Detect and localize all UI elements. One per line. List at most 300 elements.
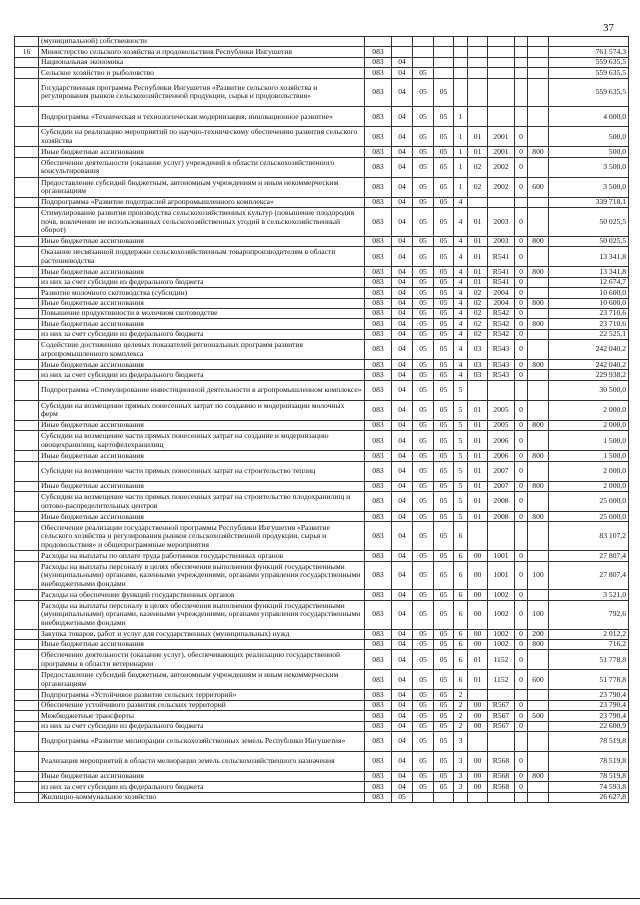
row-sum: 23 710,6: [549, 308, 629, 318]
code-section: 04: [392, 522, 413, 551]
code-ministry: 083: [365, 47, 392, 57]
code-expense-type: [528, 590, 549, 600]
row-number: [15, 308, 39, 318]
code-expense-type: [528, 522, 549, 551]
code-subprogram: 1: [454, 177, 468, 197]
row-sum: 13 341,8: [549, 247, 629, 267]
code-main-event: 03: [468, 370, 488, 380]
row-sum: 23 790,4: [549, 700, 629, 710]
code-expense-type: [528, 68, 549, 78]
code-section: [392, 37, 413, 47]
code-direction: R568: [488, 771, 515, 781]
code-main-event: 01: [468, 431, 488, 451]
code-subprogram: 6: [454, 650, 468, 670]
table-row: [15, 721, 629, 731]
code-direction: R541: [488, 247, 515, 267]
code-subsection: 05: [413, 551, 434, 561]
code-expense-type: 800: [528, 420, 549, 430]
code-section: 04: [392, 277, 413, 287]
code-subsection: 05: [413, 782, 434, 792]
row-sum: 559 635,5: [549, 68, 629, 78]
code-program: 05: [434, 639, 454, 649]
code-expense-type: [528, 721, 549, 731]
row-number: [15, 107, 39, 127]
table-row: [15, 792, 629, 802]
code-subsection: 05: [413, 329, 434, 339]
code-main-event: [468, 522, 488, 551]
row-sum: 83 107,2: [549, 522, 629, 551]
code-subprogram: 5: [454, 492, 468, 512]
code-extra: 0: [515, 319, 528, 329]
code-subsection: 05: [413, 360, 434, 370]
code-direction: R567: [488, 700, 515, 710]
code-section: 04: [392, 370, 413, 380]
code-main-event: 00: [468, 771, 488, 781]
row-number: [15, 461, 39, 481]
code-subprogram: 4: [454, 247, 468, 267]
code-expense-type: [528, 288, 549, 298]
table-row: [15, 197, 629, 207]
row-sum: 27 807,4: [549, 561, 629, 590]
row-name: Национальная экономика: [39, 57, 365, 67]
code-main-event: 01: [468, 650, 488, 670]
code-subprogram: [454, 57, 468, 67]
code-subprogram: 1: [454, 147, 468, 157]
code-program: 05: [434, 329, 454, 339]
code-program: 05: [434, 380, 454, 400]
code-subprogram: 1: [454, 107, 468, 127]
code-extra: 0: [515, 700, 528, 710]
code-ministry: 083: [365, 107, 392, 127]
code-subsection: 05: [413, 308, 434, 318]
code-ministry: 083: [365, 561, 392, 590]
code-section: 04: [392, 551, 413, 561]
code-ministry: 083: [365, 380, 392, 400]
code-subsection: 05: [413, 319, 434, 329]
code-extra: 0: [515, 711, 528, 721]
code-main-event: 01: [468, 400, 488, 420]
code-main-event: 01: [468, 451, 488, 461]
row-number: [15, 340, 39, 360]
code-main-event: 00: [468, 590, 488, 600]
row-name: Обеспечение реализации государственной программы Республики Ингушетия «Развитие сельского хозяйства и регулирования рынков сельскохозяйственной продукции, сырья и продовольствия» и общепрограммные мероприятия: [39, 522, 365, 551]
code-extra: 0: [515, 400, 528, 420]
code-subprogram: 4: [454, 319, 468, 329]
row-sum: 2 000,0: [549, 481, 629, 491]
code-direction: 2008: [488, 492, 515, 512]
table-row: [15, 57, 629, 67]
row-number: [15, 360, 39, 370]
row-name: Субсидии на возмещение части прямых понесенных затрат на создание и модернизацию овощехранилищ, картофелехранилищ: [39, 431, 365, 451]
code-main-event: 00: [468, 639, 488, 649]
code-direction: 2001: [488, 147, 515, 157]
row-number: [15, 319, 39, 329]
code-section: 04: [392, 451, 413, 461]
code-subprogram: 6: [454, 590, 468, 600]
code-section: 04: [392, 731, 413, 751]
code-extra: 0: [515, 308, 528, 318]
code-program: [434, 68, 454, 78]
code-ministry: 083: [365, 247, 392, 267]
code-program: 05: [434, 247, 454, 267]
code-subsection: 05: [413, 277, 434, 287]
code-section: 04: [392, 492, 413, 512]
table-row: [15, 47, 629, 57]
code-program: 05: [434, 751, 454, 771]
code-direction: [488, 107, 515, 127]
code-direction: [488, 57, 515, 67]
code-program: 05: [434, 551, 454, 561]
code-subprogram: 6: [454, 522, 468, 551]
row-number: [15, 711, 39, 721]
code-program: 05: [434, 431, 454, 451]
code-ministry: 083: [365, 512, 392, 522]
budget-table: [14, 36, 629, 803]
code-main-event: 00: [468, 711, 488, 721]
code-main-event: 03: [468, 360, 488, 370]
code-subprogram: 4: [454, 288, 468, 298]
code-section: 04: [392, 751, 413, 771]
row-number: [15, 731, 39, 751]
row-name: Иные бюджетные ассигнования: [39, 420, 365, 430]
code-direction: R543: [488, 370, 515, 380]
code-section: 04: [392, 68, 413, 78]
code-ministry: 083: [365, 319, 392, 329]
code-subprogram: 3: [454, 731, 468, 751]
table-row: [15, 771, 629, 781]
code-extra: 0: [515, 481, 528, 491]
code-direction: 2002: [488, 177, 515, 197]
code-expense-type: 800: [528, 298, 549, 308]
code-section: 04: [392, 157, 413, 177]
row-sum: 74 593,8: [549, 782, 629, 792]
row-number: [15, 380, 39, 400]
code-expense-type: [528, 431, 549, 451]
row-number: [15, 650, 39, 670]
table-row: [15, 329, 629, 339]
code-extra: 0: [515, 629, 528, 639]
code-main-event: [468, 57, 488, 67]
code-expense-type: 100: [528, 561, 549, 590]
code-section: 04: [392, 298, 413, 308]
code-subsection: 05: [413, 400, 434, 420]
row-name: (муниципальной) собственности: [39, 37, 365, 47]
table-row: [15, 298, 629, 308]
code-section: 04: [392, 590, 413, 600]
code-ministry: 083: [365, 267, 392, 277]
code-main-event: [468, 792, 488, 802]
code-subprogram: 2: [454, 700, 468, 710]
code-section: 04: [392, 700, 413, 710]
row-name: Подпрограмма «Стимулирование инвестиционной деятельности в агропромышленном комплексе»: [39, 380, 365, 400]
code-section: 04: [392, 208, 413, 237]
row-name: Иные бюджетные ассигнования: [39, 639, 365, 649]
row-number: [15, 277, 39, 287]
code-subsection: 05: [413, 236, 434, 246]
code-section: 04: [392, 771, 413, 781]
code-direction: 2004: [488, 288, 515, 298]
bottom-rule: [0, 898, 640, 899]
code-program: 05: [434, 360, 454, 370]
row-sum: 78 519,8: [549, 731, 629, 751]
code-ministry: 083: [365, 57, 392, 67]
code-subsection: 05: [413, 561, 434, 590]
code-subsection: [413, 792, 434, 802]
table-row: [15, 481, 629, 491]
code-subsection: [413, 37, 434, 47]
table-row: [15, 522, 629, 551]
row-name: Подпрограмма «Устойчивое развитие сельских территорий»: [39, 690, 365, 700]
code-program: 05: [434, 721, 454, 731]
code-extra: 0: [515, 492, 528, 512]
row-number: [15, 512, 39, 522]
code-program: 05: [434, 522, 454, 551]
code-subsection: 05: [413, 288, 434, 298]
code-expense-type: [528, 492, 549, 512]
code-expense-type: 800: [528, 267, 549, 277]
code-program: 05: [434, 197, 454, 207]
table-row: [15, 782, 629, 792]
code-direction: [488, 37, 515, 47]
table-row: [15, 551, 629, 561]
code-direction: [488, 78, 515, 107]
code-extra: 0: [515, 236, 528, 246]
row-sum: 3 500,0: [549, 177, 629, 197]
code-program: 05: [434, 236, 454, 246]
row-sum: 50 025,5: [549, 208, 629, 237]
code-subsection: 05: [413, 431, 434, 451]
row-name: Предоставление субсидий бюджетным, автономным учреждениям и иным некоммерческим организациям: [39, 177, 365, 197]
code-subsection: 05: [413, 629, 434, 639]
table-row: [15, 639, 629, 649]
code-subsection: [413, 57, 434, 67]
code-program: 05: [434, 771, 454, 781]
code-program: 05: [434, 420, 454, 430]
code-direction: 2002: [488, 157, 515, 177]
code-direction: 2006: [488, 431, 515, 451]
code-ministry: 083: [365, 340, 392, 360]
row-name: Иные бюджетные ассигнования: [39, 267, 365, 277]
code-main-event: [468, 47, 488, 57]
code-direction: R543: [488, 340, 515, 360]
code-ministry: 083: [365, 236, 392, 246]
row-name: Иные бюджетные ассигнования: [39, 481, 365, 491]
code-direction: [488, 522, 515, 551]
code-section: 04: [392, 690, 413, 700]
code-subprogram: 5: [454, 481, 468, 491]
row-number: [15, 771, 39, 781]
code-subsection: 05: [413, 481, 434, 491]
code-direction: 2003: [488, 208, 515, 237]
code-section: 04: [392, 639, 413, 649]
row-name: Расходы на выплаты персоналу в целях обеспечения выполнения функций государственными (муниципальными) органами, казенными учреждениями, органами управления государственными внебюджетными фондами: [39, 600, 365, 629]
row-sum: 22 525,1: [549, 329, 629, 339]
code-main-event: 01: [468, 670, 488, 690]
code-subsection: 05: [413, 157, 434, 177]
code-main-event: 00: [468, 782, 488, 792]
row-name: Иные бюджетные ассигнования: [39, 360, 365, 370]
row-sum: 13 341,8: [549, 267, 629, 277]
code-program: 05: [434, 298, 454, 308]
code-main-event: [468, 731, 488, 751]
table-row: [15, 37, 629, 47]
code-extra: [515, 78, 528, 107]
code-program: 05: [434, 288, 454, 298]
code-subprogram: 4: [454, 360, 468, 370]
code-expense-type: 200: [528, 629, 549, 639]
row-number: 16: [15, 47, 39, 57]
row-number: [15, 197, 39, 207]
code-subprogram: 2: [454, 721, 468, 731]
code-direction: R542: [488, 308, 515, 318]
row-name: Субсидии на возмещение части прямых понесенных затрат на строительство теплиц: [39, 461, 365, 481]
table-row: [15, 512, 629, 522]
table-row: [15, 236, 629, 246]
row-name: из них за счет субсидии из федерального бюджета: [39, 782, 365, 792]
code-extra: 0: [515, 461, 528, 481]
row-name: Субсидии на возмещение части прямых понесенных затрат на строительство плодохранилищ и оптово-распределительных центров: [39, 492, 365, 512]
code-subsection: 05: [413, 147, 434, 157]
row-name: Обеспечение устойчивого развития сельских территорий: [39, 700, 365, 710]
row-number: [15, 561, 39, 590]
row-number: [15, 267, 39, 277]
code-main-event: [468, 690, 488, 700]
code-extra: 0: [515, 267, 528, 277]
code-extra: 0: [515, 147, 528, 157]
code-main-event: 00: [468, 561, 488, 590]
code-extra: [515, 47, 528, 57]
row-sum: 792,6: [549, 600, 629, 629]
code-extra: [515, 731, 528, 751]
table-row: [15, 751, 629, 771]
table-row: [15, 561, 629, 590]
row-sum: 10 600,0: [549, 288, 629, 298]
row-number: [15, 298, 39, 308]
code-main-event: 01: [468, 236, 488, 246]
table-row: [15, 690, 629, 700]
code-main-event: 00: [468, 551, 488, 561]
code-subsection: 05: [413, 711, 434, 721]
code-ministry: 083: [365, 298, 392, 308]
code-direction: 2006: [488, 451, 515, 461]
code-expense-type: [528, 329, 549, 339]
code-section: 04: [392, 127, 413, 147]
code-main-event: 02: [468, 308, 488, 318]
row-name: из них за счет субсидии из федерального бюджета: [39, 721, 365, 731]
code-section: 04: [392, 329, 413, 339]
code-expense-type: [528, 370, 549, 380]
row-sum: 12 674,7: [549, 277, 629, 287]
row-sum: 30 500,0: [549, 380, 629, 400]
code-subprogram: 2: [454, 711, 468, 721]
code-subprogram: 3: [454, 771, 468, 781]
code-expense-type: [528, 731, 549, 751]
row-sum: 1 500,0: [549, 431, 629, 451]
code-direction: 2008: [488, 512, 515, 522]
code-extra: 0: [515, 782, 528, 792]
code-subprogram: [454, 792, 468, 802]
code-subprogram: [454, 68, 468, 78]
row-sum: 50 025,5: [549, 236, 629, 246]
table-row: [15, 247, 629, 267]
code-direction: 1152: [488, 670, 515, 690]
code-expense-type: [528, 380, 549, 400]
code-expense-type: 800: [528, 236, 549, 246]
table-row: [15, 177, 629, 197]
code-subprogram: 4: [454, 340, 468, 360]
row-number: [15, 629, 39, 639]
code-subsection: 05: [413, 721, 434, 731]
code-direction: 1002: [488, 639, 515, 649]
code-expense-type: [528, 208, 549, 237]
table-row: [15, 127, 629, 147]
code-expense-type: 800: [528, 319, 549, 329]
code-program: 05: [434, 177, 454, 197]
code-ministry: 083: [365, 78, 392, 107]
code-subprogram: 6: [454, 551, 468, 561]
code-ministry: 083: [365, 370, 392, 380]
code-section: 04: [392, 420, 413, 430]
code-section: 04: [392, 431, 413, 451]
code-direction: 1001: [488, 551, 515, 561]
code-ministry: 083: [365, 721, 392, 731]
code-extra: 0: [515, 431, 528, 451]
code-ministry: 083: [365, 329, 392, 339]
row-sum: 27 807,4: [549, 551, 629, 561]
code-direction: 2005: [488, 400, 515, 420]
code-direction: R568: [488, 782, 515, 792]
code-extra: [515, 107, 528, 127]
row-sum: 2 000,0: [549, 420, 629, 430]
code-ministry: 083: [365, 308, 392, 318]
row-name: Обеспечение деятельности (оказание услуг) учреждений в области сельскохозяйственного консультирования: [39, 157, 365, 177]
row-name: Предоставление субсидий бюджетным, автономным учреждениям и иным некоммерческим организациям: [39, 670, 365, 690]
table-row: [15, 711, 629, 721]
code-section: 04: [392, 782, 413, 792]
code-extra: 0: [515, 340, 528, 360]
code-main-event: 01: [468, 492, 488, 512]
row-sum: 26 627,8: [549, 792, 629, 802]
row-number: [15, 551, 39, 561]
code-subprogram: 5: [454, 400, 468, 420]
code-main-event: 02: [468, 288, 488, 298]
row-sum: 23 790,4: [549, 711, 629, 721]
code-extra: 0: [515, 157, 528, 177]
code-ministry: 083: [365, 690, 392, 700]
code-subsection: 05: [413, 600, 434, 629]
row-sum: 500,0: [549, 147, 629, 157]
row-sum: 10 600,0: [549, 298, 629, 308]
code-program: 05: [434, 400, 454, 420]
code-direction: R568: [488, 751, 515, 771]
row-number: [15, 700, 39, 710]
code-main-event: 02: [468, 319, 488, 329]
row-name: Расходы на обеспечение функций государственных органов: [39, 590, 365, 600]
code-program: 05: [434, 600, 454, 629]
code-ministry: 083: [365, 157, 392, 177]
code-program: 05: [434, 277, 454, 287]
code-subsection: 05: [413, 127, 434, 147]
code-subsection: 05: [413, 771, 434, 781]
code-main-event: 02: [468, 329, 488, 339]
code-extra: 0: [515, 512, 528, 522]
code-section: 04: [392, 380, 413, 400]
code-main-event: 01: [468, 461, 488, 481]
code-section: 04: [392, 177, 413, 197]
code-subprogram: 4: [454, 236, 468, 246]
row-number: [15, 639, 39, 649]
code-expense-type: 800: [528, 771, 549, 781]
